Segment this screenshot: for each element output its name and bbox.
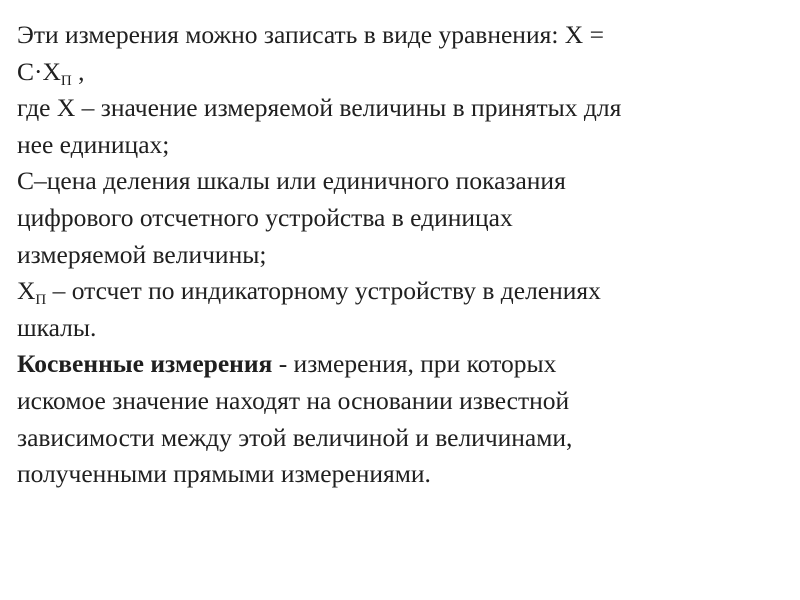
x-definition-line-2: нее единицах; (17, 129, 170, 159)
c-definition-line-3: измеряемой величины; (17, 239, 267, 269)
equation-tail: , (71, 56, 85, 86)
indirect-definition-line-1 (17, 346, 787, 383)
xp-definition-line-1 (17, 273, 787, 310)
c-definition-line-2: цифрового отсчетного устройства в единицах (17, 202, 513, 232)
indirect-term: Косвенные измерения (17, 349, 273, 379)
indirect-definition-line-4: полученными прямыми измерениями. (17, 459, 431, 489)
xp-definition-line-2: шкалы. (17, 312, 97, 342)
xp-symbol: X (17, 276, 36, 306)
indirect-definition-text: - измерения, при которых (272, 349, 557, 379)
equation-intro: Эти измерения можно записать в виде уравнения: X = (17, 20, 604, 49)
equation-intro-line (17, 17, 787, 54)
equation-c-x: С·X (17, 56, 61, 86)
x-definition-line-1: где X – значение измеряемой величины в принятых для (17, 93, 622, 123)
equation-formula-line (17, 54, 787, 91)
xp-subscript: П (35, 292, 47, 309)
indirect-definition-line-2: искомое значение находят на основании известной (17, 385, 570, 415)
c-definition-line-1: С–цена деления шкалы или единичного показания (17, 166, 566, 196)
equation-subscript: П (60, 72, 72, 89)
slide-text (17, 17, 787, 493)
xp-definition-text: – отсчет по индикаторному устройству в делениях (46, 276, 601, 306)
indirect-definition-line-3: зависимости между этой величиной и величинами, (17, 422, 573, 452)
